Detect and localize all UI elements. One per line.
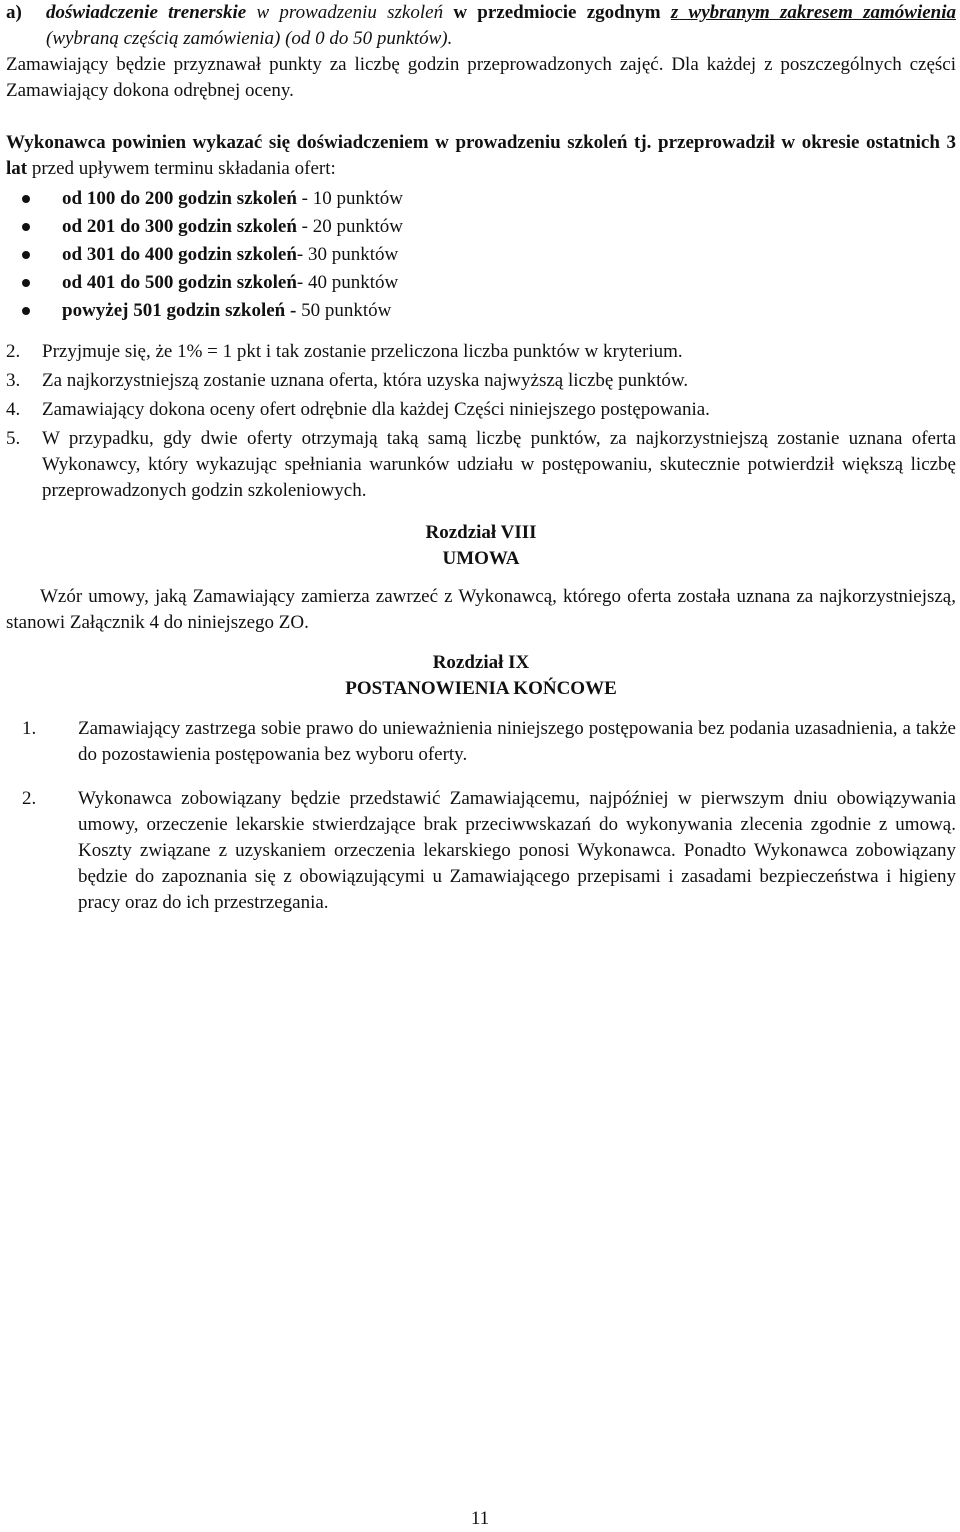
requirement-bold: Wykonawca powinien wykazać się doświadczeniem w prowadzeniu szkoleń tj. przeprowadził w okresie ostatnich 3 lat <box>6 132 956 179</box>
item-points: 50 punktów <box>296 300 392 321</box>
criterion-heading <box>46 0 956 52</box>
list-item <box>6 297 956 325</box>
item-points: - 20 punktów <box>296 216 403 237</box>
list-item <box>6 426 956 504</box>
criterion-italic-2: (wybraną częścią zamówienia) <box>46 28 281 49</box>
chapter-9-title: Rozdział IX <box>432 652 530 673</box>
bullet-icon <box>22 223 30 231</box>
bullet-icon <box>22 279 30 287</box>
criterion-scope: z wybranym zakresem zamówienia <box>670 2 957 23</box>
chapter-9-subtitle: POSTANOWIENIA KOŃCOWE <box>345 678 617 699</box>
item-hours: od 100 do 200 godzin szkoleń <box>62 188 297 209</box>
item-points: - 30 punktów <box>296 244 399 265</box>
criterion-title: doświadczenie trenerskie <box>46 2 247 23</box>
item-points: - 40 punktów <box>296 272 399 293</box>
requirement-paragraph <box>6 130 956 182</box>
document-page <box>6 0 956 916</box>
list-item <box>6 241 956 269</box>
bullet-icon <box>22 195 30 203</box>
criterion-marker: a) <box>6 2 22 23</box>
page-number: 11 <box>470 1508 490 1529</box>
list-item <box>6 185 956 213</box>
item-number: 4. <box>6 399 21 420</box>
item-hours: od 401 do 500 godzin szkoleń <box>62 272 297 293</box>
list-item <box>6 339 956 365</box>
item-text: Zamawiający zastrzega sobie prawo do unieważnienia niniejszego postępowania bez podania uzasadnienia, a także do pozostawienia postępowania bez wyboru oferty. <box>78 718 956 765</box>
item-hours: powyżej 501 godzin szkoleń - <box>62 300 297 321</box>
item-text: Za najkorzystniejszą zostanie uznana oferta, która uzyska najwyższą liczbę punktów. <box>42 370 689 391</box>
list-item <box>6 269 956 297</box>
item-text: Zamawiający dokona oceny ofert odrębnie dla każdej Części niniejszego postępowania. <box>42 399 710 420</box>
item-points: - 10 punktów <box>296 188 403 209</box>
item-number: 5. <box>6 428 21 449</box>
criterion-bold-1: w przedmiocie zgodnym <box>453 2 661 23</box>
points-list <box>6 185 956 325</box>
final-provisions-list <box>6 716 956 916</box>
list-item <box>6 397 956 423</box>
item-text: W przypadku, gdy dwie oferty otrzymają taką samą liczbę punktów, za najkorzystniejszą zostanie uznana oferta Wykonawcy, który wykazując spełniania warunków udziału w postępowaniu, skutecznie potwierdził większą liczbę przeprowadzonych godzin szkoleniowych. <box>42 428 956 501</box>
item-hours: od 201 do 300 godzin szkoleń <box>62 216 297 237</box>
list-item <box>6 786 956 916</box>
bullet-icon <box>22 251 30 259</box>
item-number: 1. <box>22 718 37 739</box>
criterion-italic-1: w prowadzeniu szkoleń <box>256 2 444 23</box>
chapter-8-title: Rozdział VIII <box>425 522 537 543</box>
item-hours: od 301 do 400 godzin szkoleń <box>62 244 297 265</box>
rules-list <box>6 339 956 504</box>
item-number: 2. <box>22 788 37 809</box>
requirement-normal: przed upływem terminu składania ofert: <box>27 158 336 179</box>
criterion-points-range: (od 0 do 50 punktów). <box>285 28 453 49</box>
list-item <box>6 368 956 394</box>
chapter-8-text: Wzór umowy, jaką Zamawiający zamierza zawrzeć z Wykonawcą, którego oferta została uznana za najkorzystniejszą, stanowi Załącznik 4 do niniejszego ZO. <box>6 586 956 633</box>
item-number: 3. <box>6 370 21 391</box>
list-item <box>6 213 956 241</box>
criterion-description: Zamawiający będzie przyznawał punkty za liczbę godzin przeprowadzonych zajęć. Dla każdej z poszczególnych części Zamawiający dokona odrębnej oceny. <box>6 54 956 101</box>
bullet-icon <box>22 307 30 315</box>
criterion-block <box>6 0 956 52</box>
item-text: Przyjmuje się, że 1% = 1 pkt i tak zostanie przeliczona liczba punktów w kryterium. <box>42 341 683 362</box>
item-number: 2. <box>6 341 21 362</box>
chapter-8-subtitle: UMOWA <box>442 548 520 569</box>
item-text: Wykonawca zobowiązany będzie przedstawić Zamawiającemu, najpóźniej w pierwszym dniu obowiązywania umowy, orzeczenie lekarskie stwierdzające brak przeciwwskazań do wykonywania zlecenia zgodnie z umową. Koszty związane z uzyskaniem orzeczenia lekarskiego ponosi Wykonawca. Ponadto Wykonawca zobowiązany będzie do zapoznania się z obowiązującymi u Zamawiającego przepisami i zasadami bezpieczeństwa i higieny pracy oraz do ich przestrzegania. <box>78 788 956 913</box>
list-item <box>6 716 956 768</box>
